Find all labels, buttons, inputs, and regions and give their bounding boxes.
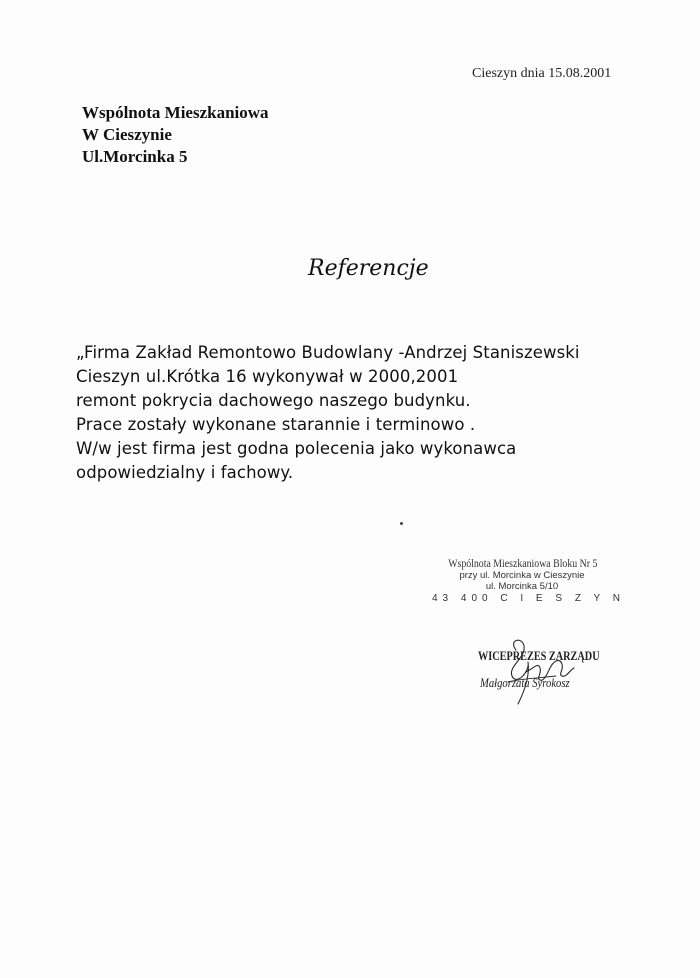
- recipient-address: [82, 102, 269, 168]
- stamp-line-2: przy ul. Morcinka w Cieszynie: [459, 570, 585, 581]
- stamp-line-3: ul. Morcinka 5/10: [485, 581, 559, 592]
- body-line: „Firma Zakład Remontowo Budowlany -Andrzej Staniszewski: [76, 343, 580, 362]
- body-line: W/w jest firma jest godna polecenia jako wykonawca: [76, 439, 517, 458]
- signatory-name: Małgorzata Syrokosz: [480, 676, 570, 690]
- recipient-line-3: Ul.Morcinka 5: [82, 147, 188, 166]
- stamp-line-4: 43 400 C I E S Z Y N: [432, 593, 626, 604]
- place-date: Cieszyn dnia 15.08.2001: [472, 66, 612, 81]
- body-line: Cieszyn ul.Krótka 16 wykonywał w 2000,2001: [76, 367, 459, 386]
- signatory-role: WICEPREZES ZARZĄDU: [478, 649, 600, 663]
- body-line: remont pokrycia dachowego naszego budynku.: [76, 391, 471, 410]
- recipient-line-2: W Cieszynie: [82, 125, 172, 144]
- letter-title: Referencje: [308, 256, 429, 281]
- body-line: odpowiedzialny i fachowy.: [76, 463, 294, 482]
- organization-stamp: [432, 556, 626, 605]
- body-line: Prace zostały wykonane starannie i terminowo .: [76, 415, 476, 434]
- ink-mark: [400, 522, 403, 525]
- handwritten-signature: [478, 632, 588, 710]
- recipient-line-1: Wspólnota Mieszkaniowa: [82, 103, 269, 122]
- stamp-line-1: Wspólnota Mieszkaniowa Bloku Nr 5: [448, 556, 598, 570]
- letter-body: [76, 341, 580, 485]
